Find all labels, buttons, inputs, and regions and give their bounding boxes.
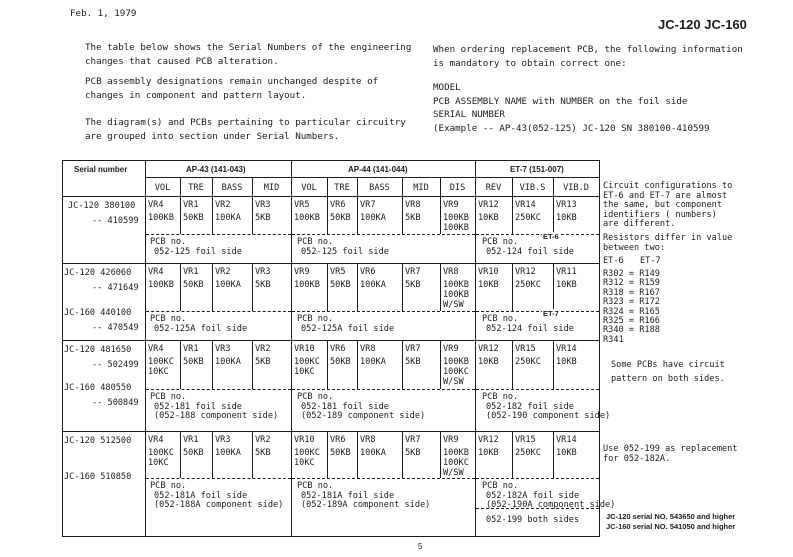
pcb-separator <box>292 311 475 312</box>
column-rule <box>512 340 513 389</box>
column-rule <box>327 177 328 234</box>
component-id: VR10 <box>478 267 499 277</box>
component-value: 100KB <box>148 280 174 290</box>
component-id: VR8 <box>405 200 421 210</box>
component-id: VR8 <box>443 267 459 277</box>
column-rule <box>212 431 213 478</box>
pcb-label: 052-125A foil side <box>154 323 248 334</box>
component-value: 100KA <box>360 448 386 458</box>
component-id: VR8 <box>360 435 376 445</box>
serial-number: JC-120 481650 <box>64 345 132 355</box>
component-value: 10KB <box>556 213 577 223</box>
component-value: 100KB <box>294 213 320 223</box>
page-number: 5 <box>418 542 423 551</box>
component-value: 50KB <box>330 280 351 290</box>
column-rule <box>212 263 213 311</box>
component-id: VR6 <box>330 435 346 445</box>
component-id: VR4 <box>148 267 164 277</box>
component-value: 50KB <box>183 213 204 223</box>
component-id: VR12 <box>478 435 499 445</box>
intro-line: changes in component and pattern layout. <box>85 90 307 101</box>
group-header-ap43: AP-43 (141-043) <box>186 165 246 174</box>
component-id: VR15 <box>515 435 536 445</box>
pcb-label: 052-125A foil side <box>301 323 395 334</box>
component-id: VR9 <box>443 344 459 354</box>
document-date: Feb. 1, 1979 <box>70 8 137 19</box>
order-line: PCB ASSEMBLY NAME with NUMBER on the foil side <box>433 96 688 107</box>
pcb-label: (052-189 component side) <box>301 411 426 421</box>
column-rule <box>402 177 403 234</box>
note-line: Use 052-199 as replacement <box>603 444 738 454</box>
component-value: 10KC <box>148 458 169 468</box>
resistor-item: R302 = R149 <box>603 269 660 279</box>
intro-line: changes that caused PCB alteration. <box>85 56 279 67</box>
pcb-separator <box>292 478 475 479</box>
both-sides-note <box>611 358 725 386</box>
et-board-label: ET-7 <box>543 309 559 318</box>
column-rule <box>402 263 403 311</box>
circuit-config-note <box>603 182 732 230</box>
component-id: VR13 <box>556 200 577 210</box>
order-line: (Example -- AP-43(052-125) JC-120 SN 380100-410599 <box>433 123 710 134</box>
replacement-note <box>603 444 738 464</box>
resistor-item: R325 = R166 <box>603 316 660 327</box>
column-rule <box>327 263 328 311</box>
column-rule <box>252 177 253 234</box>
column-header: BASS <box>369 183 390 193</box>
pcb-separator <box>476 508 599 509</box>
pcb-label: (052-190 component side) <box>486 411 611 421</box>
component-value: 10KB <box>556 448 577 458</box>
component-value: 100KA <box>360 357 386 367</box>
component-id: VR12 <box>478 200 499 210</box>
pcb-label: 052-181A foil side <box>301 490 395 501</box>
component-id: VR12 <box>515 267 536 277</box>
pcb-label: (052-190A component side) <box>486 500 616 510</box>
column-rule <box>553 340 554 389</box>
resistor-item: R341 <box>603 334 624 345</box>
serial-number: -- 471649 <box>92 283 139 293</box>
component-value: 100KC <box>148 448 174 458</box>
serial-number-header: Serial number <box>74 165 128 174</box>
order-line: When ordering replacement PCB, the following information <box>433 44 743 55</box>
pcb-label: 052-199 both sides <box>486 515 580 525</box>
serial-number: -- 410599 <box>92 216 139 226</box>
serial-number: JC-120 512500 <box>64 436 132 446</box>
pcb-separator <box>146 389 291 390</box>
component-value: 5KB <box>405 357 421 367</box>
resistor-item: R340 = R188 <box>603 325 660 336</box>
note-line: between two: <box>603 243 666 253</box>
pcb-label: 052-124 foil side <box>486 246 574 257</box>
component-id: VR1 <box>183 267 199 277</box>
intro-line: The diagram(s) and PCBs pertaining to particular circuitry <box>85 117 406 128</box>
component-value: 100KA <box>360 213 386 223</box>
pcb-label: 052-182A foil side <box>486 490 580 501</box>
component-value: 5KB <box>405 213 421 223</box>
column-rule <box>180 177 181 234</box>
component-value: 50KB <box>183 280 204 290</box>
component-value: 100KC <box>443 458 469 468</box>
column-rule <box>357 340 358 389</box>
component-value: 100KB <box>443 448 469 458</box>
note-line: ET-6 and ET-7 are almost <box>603 190 728 201</box>
component-value: 10KC <box>294 458 315 468</box>
component-id: VR7 <box>405 435 421 445</box>
et-board-label: ET-6 <box>543 232 559 241</box>
component-value: 100KC <box>294 357 320 367</box>
resistor-item: R318 = R167 <box>603 287 660 298</box>
pcb-separator <box>146 311 291 312</box>
note-line: JC-120 serial NO. 543650 and higher <box>606 512 736 521</box>
resistor-head-et6: ET-6 <box>603 256 624 266</box>
column-rule <box>212 177 213 234</box>
pcb-separator <box>146 478 291 479</box>
note-line: identifiers ( numbers) <box>603 209 717 220</box>
column-rule <box>512 431 513 478</box>
component-value: 10KB <box>478 448 499 458</box>
component-id: VR3 <box>215 344 231 354</box>
column-header: TRE <box>188 183 204 193</box>
serial-number: -- 500849 <box>92 398 139 408</box>
component-id: VR15 <box>515 344 536 354</box>
component-id: VR5 <box>294 200 310 210</box>
pcb-separator <box>292 234 475 235</box>
component-value: 5KB <box>405 280 421 290</box>
component-id: VR4 <box>148 344 164 354</box>
component-value: 50KB <box>330 448 351 458</box>
pcb-label: 052-182 foil side <box>486 401 574 412</box>
component-value: 250KC <box>515 213 541 223</box>
component-id: VR3 <box>255 200 271 210</box>
component-value: 50KB <box>330 213 351 223</box>
component-id: VR1 <box>183 200 199 210</box>
pcb-separator <box>476 311 599 312</box>
column-rule <box>440 340 441 389</box>
column-rule <box>440 263 441 311</box>
component-value: 100KC <box>294 448 320 458</box>
pcb-label: PCB no. <box>297 481 334 491</box>
pcb-label: (052-189A component side) <box>301 500 431 510</box>
component-id: VR9 <box>443 200 459 210</box>
component-id: VR7 <box>405 344 421 354</box>
component-value: 100KA <box>215 280 241 290</box>
table-rule <box>145 160 146 537</box>
serial-range-note <box>606 512 735 531</box>
resistor-list <box>603 270 660 345</box>
table-rule <box>145 177 600 178</box>
component-value: 5KB <box>255 280 271 290</box>
component-value: 100KC <box>443 367 469 377</box>
component-id: VR6 <box>330 344 346 354</box>
component-value: 5KB <box>255 448 271 458</box>
table-rule <box>62 340 600 341</box>
intro-line: are grouped into section under Serial Numbers. <box>85 131 340 142</box>
column-rule <box>440 177 441 234</box>
column-header: VIB.S <box>519 183 546 193</box>
component-id: VR6 <box>330 200 346 210</box>
component-id: VR7 <box>405 267 421 277</box>
serial-number: JC-120 380100 <box>68 201 136 211</box>
pcb-label: PCB no. <box>482 314 519 324</box>
component-id: VR4 <box>148 435 164 445</box>
column-rule <box>553 263 554 311</box>
serial-number: -- 470549 <box>92 323 139 333</box>
component-value: 5KB <box>255 357 271 367</box>
component-value: W/SW <box>443 468 464 478</box>
column-rule <box>212 340 213 389</box>
table-rule <box>62 263 600 264</box>
note-line: pattern on both sides. <box>611 374 725 384</box>
table-rule <box>62 196 600 197</box>
column-rule <box>357 263 358 311</box>
pcb-label: 052-181 foil side <box>301 401 389 412</box>
pcb-label: PCB no. <box>150 392 187 402</box>
serial-number: JC-160 480550 <box>64 383 132 393</box>
pcb-label: (052-188 component side) <box>154 411 279 421</box>
component-value: 10KC <box>294 367 315 377</box>
component-value: 100KA <box>215 448 241 458</box>
pcb-label: PCB no. <box>150 314 187 324</box>
component-id: VR4 <box>148 200 164 210</box>
component-value: 100KB <box>443 357 469 367</box>
component-id: VR9 <box>294 267 310 277</box>
pcb-separator <box>146 234 291 235</box>
model-title: JC-120 JC-160 <box>658 17 747 32</box>
pcb-separator <box>476 389 599 390</box>
component-value: 100KA <box>215 213 241 223</box>
component-id: VR2 <box>215 200 231 210</box>
component-value: 250KC <box>515 357 541 367</box>
column-rule <box>180 263 181 311</box>
intro-line: PCB assembly designations remain unchanged despite of <box>85 76 379 87</box>
column-rule <box>512 263 513 311</box>
pcb-label: PCB no. <box>297 314 334 324</box>
column-rule <box>553 177 554 234</box>
column-rule <box>252 340 253 389</box>
pcb-label: PCB no. <box>482 392 519 402</box>
component-value: 100KB <box>148 213 174 223</box>
component-id: VR14 <box>556 435 577 445</box>
column-rule <box>252 431 253 478</box>
table-border <box>62 160 600 161</box>
pcb-separator <box>476 478 599 479</box>
component-value: 50KB <box>183 448 204 458</box>
resistor-head-et7: ET-7 <box>640 256 661 266</box>
pcb-label: PCB no. <box>297 237 334 247</box>
column-rule <box>180 340 181 389</box>
component-id: VR3 <box>215 435 231 445</box>
component-id: VR7 <box>360 200 376 210</box>
pcb-label: 052-181 foil side <box>154 401 242 412</box>
component-value: W/SW <box>443 300 464 310</box>
note-line: Some PCBs have circuit <box>611 360 725 370</box>
component-value: 100KB <box>294 280 320 290</box>
column-header: TRE <box>334 183 350 193</box>
table-rule <box>62 431 600 432</box>
column-rule <box>402 431 403 478</box>
note-line: are different. <box>603 219 676 230</box>
table-rule <box>291 160 292 537</box>
pcb-label: 052-181A foil side <box>154 490 248 501</box>
component-value: 250KC <box>515 280 541 290</box>
component-value: 100KB <box>443 280 469 290</box>
resistor-note <box>603 233 732 253</box>
component-id: VR10 <box>294 435 315 445</box>
component-value: 50KB <box>330 357 351 367</box>
component-value: 10KB <box>556 280 577 290</box>
column-header: DIS <box>449 183 466 193</box>
table-border <box>62 536 600 537</box>
group-header-et7: ET-7 (151-007) <box>510 165 564 174</box>
order-line: MODEL <box>433 82 461 93</box>
order-line: is mandatory to obtain correct one: <box>433 58 627 69</box>
column-rule <box>512 177 513 234</box>
component-value: 10KB <box>478 213 499 223</box>
component-id: VR1 <box>183 435 199 445</box>
component-value: 100KA <box>360 280 386 290</box>
column-header: MID <box>263 183 280 193</box>
serial-number: JC-120 426060 <box>64 268 132 278</box>
pcb-label: PCB no. <box>482 237 519 247</box>
component-value: 10KB <box>556 357 577 367</box>
column-rule <box>327 340 328 389</box>
component-id: VR3 <box>255 267 271 277</box>
component-id: VR14 <box>556 344 577 354</box>
serial-number: -- 502499 <box>92 360 139 370</box>
component-id: VR2 <box>255 344 271 354</box>
table-rule <box>475 160 476 537</box>
component-id: VR8 <box>360 344 376 354</box>
pcb-label: PCB no. <box>297 392 334 402</box>
note-line: for 052-182A. <box>603 454 671 464</box>
serial-number: JC-160 440100 <box>64 308 132 318</box>
pcb-label: 052-125 foil side <box>154 246 242 257</box>
component-value: 100KA <box>215 357 241 367</box>
pcb-label: PCB no. <box>150 237 187 247</box>
note-line: Resistors differ in value <box>603 233 733 243</box>
column-header: MID <box>413 183 429 193</box>
column-header: VIB.D <box>563 183 589 193</box>
component-id: VR6 <box>360 267 376 277</box>
column-rule <box>357 431 358 478</box>
component-value: 100KB <box>443 213 469 223</box>
component-value: 10KB <box>478 357 499 367</box>
intro-line: The table below shows the Serial Numbers of the engineering <box>85 42 412 53</box>
column-rule <box>357 177 358 234</box>
component-value: 100KB <box>443 290 469 300</box>
component-id: VR10 <box>294 344 315 354</box>
component-value: 50KB <box>183 357 204 367</box>
component-id: VR1 <box>183 344 199 354</box>
order-line: SERIAL NUMBER <box>433 109 505 120</box>
column-rule <box>180 431 181 478</box>
column-header: BASS <box>221 183 243 193</box>
component-id: VR2 <box>215 267 231 277</box>
column-rule <box>440 431 441 478</box>
resistor-item: R323 = R172 <box>603 297 660 308</box>
pcb-label: 052-124 foil side <box>486 323 574 334</box>
pcb-separator <box>292 389 475 390</box>
pcb-label: 052-125 foil side <box>301 246 389 257</box>
column-header: VOL <box>154 183 171 193</box>
component-id: VR12 <box>478 344 499 354</box>
component-id: VR9 <box>443 435 459 445</box>
component-id: VR5 <box>330 267 346 277</box>
component-value: 10KC <box>148 367 169 377</box>
column-header: REV <box>485 183 502 193</box>
component-id: VR14 <box>515 200 536 210</box>
table-border <box>599 160 600 537</box>
component-value: W/SW <box>443 377 464 387</box>
group-header-ap44: AP-44 (141-044) <box>348 165 408 174</box>
component-id: VR11 <box>556 267 577 277</box>
note-line: JC-160 serial NO. 541050 and higher <box>606 521 736 531</box>
pcb-label: (052-188A component side) <box>154 500 284 510</box>
component-id: VR2 <box>255 435 271 445</box>
component-value: 100KC <box>148 357 174 367</box>
column-rule <box>402 340 403 389</box>
component-value: 5KB <box>255 213 271 223</box>
component-value: 5KB <box>405 448 421 458</box>
pcb-separator <box>476 234 599 235</box>
component-value: 250KC <box>515 448 541 458</box>
component-value: 100KB <box>443 223 469 233</box>
column-rule <box>252 263 253 311</box>
resistor-item: R324 = R165 <box>603 306 660 317</box>
component-value: 10KB <box>478 280 499 290</box>
pcb-label: PCB no. <box>482 481 519 491</box>
serial-number: JC-160 510850 <box>64 472 132 482</box>
column-rule <box>327 431 328 478</box>
table-border <box>62 160 63 537</box>
column-header: VOL <box>301 183 317 193</box>
pcb-label: PCB no. <box>150 481 187 491</box>
note-line: Circuit configurations to <box>603 181 733 191</box>
resistor-item: R312 = R159 <box>603 278 660 289</box>
note-line: the same, but component <box>603 200 722 211</box>
column-rule <box>553 431 554 478</box>
